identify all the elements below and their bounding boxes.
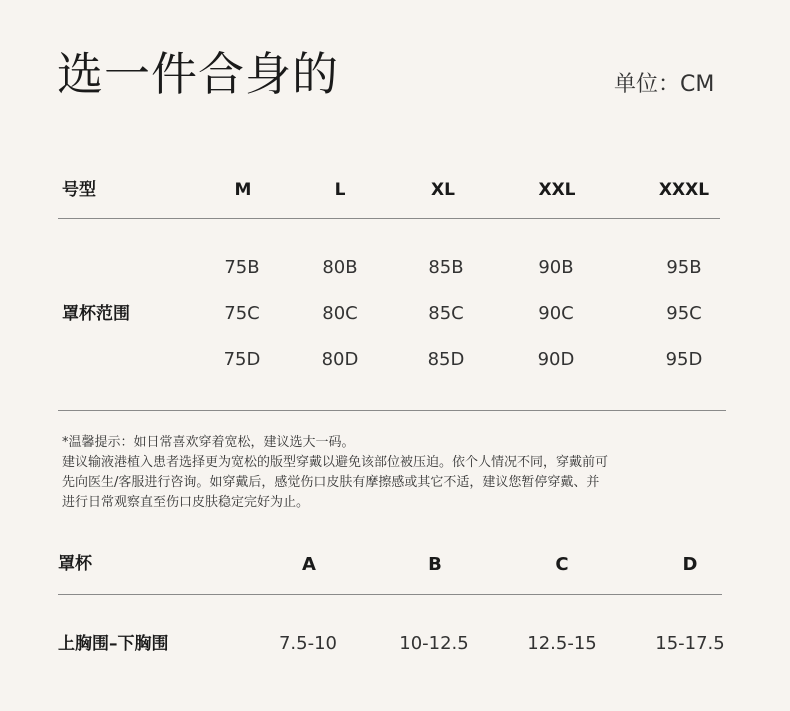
table-cell: 80B [322,257,358,278]
table-cell: 95D [665,349,703,370]
size-header-m: M [234,180,252,200]
size-header-l: L [334,180,346,200]
table-cell: 95B [666,257,702,278]
cup-header-label: 罩杯 [58,554,92,574]
divider [58,218,720,219]
note-line: 进行日常观察直至伤口皮肤稳定完好为止。 [62,495,310,510]
table-cell: 7.5-10 [278,633,338,654]
size-header-xxl: XXL [538,180,576,200]
divider [58,594,722,595]
bust-difference-label: 上胸围–下胸围 [58,634,169,654]
table-cell: 80D [321,349,359,370]
cup-range-label: 罩杯范围 [62,304,130,324]
unit-label: 单位：CM [614,72,715,97]
page-title: 选一件合身的 [57,47,339,101]
table-cell: 80C [322,303,358,324]
table-cell: 90D [537,349,575,370]
table-cell: 85B [428,257,464,278]
note-line: *温馨提示：如日常喜欢穿着宽松，建议选大一码。 [62,435,355,450]
table-cell: 90B [538,257,574,278]
size-header-label: 号型 [62,180,96,200]
table-cell: 75B [224,257,260,278]
table-cell: 75D [223,349,261,370]
size-header-xxxl: XXXL [658,180,710,200]
note-line: 建议输液港植入患者选择更为宽松的版型穿戴以避免该部位被压迫。依个人情况不同，穿戴前可 [62,455,609,470]
cup-header-b: B [428,554,442,575]
table-cell: 12.5-15 [527,633,597,654]
cup-header-a: A [302,554,316,575]
table-cell: 15-17.5 [655,633,725,654]
table-cell: 85D [427,349,465,370]
table-cell: 75C [224,303,260,324]
table-cell: 90C [538,303,574,324]
table-cell: 10-12.5 [399,633,469,654]
cup-header-d: D [682,554,698,575]
cup-header-c: C [555,554,569,575]
table-cell: 95C [666,303,702,324]
tips-note [62,433,742,513]
note-line: 先向医生/客服进行咨询。如穿戴后，感觉伤口皮肤有摩擦感或其它不适，建议您暂停穿戴、并 [62,475,600,490]
size-header-xl: XL [431,180,455,200]
divider [58,410,726,411]
table-cell: 85C [428,303,464,324]
